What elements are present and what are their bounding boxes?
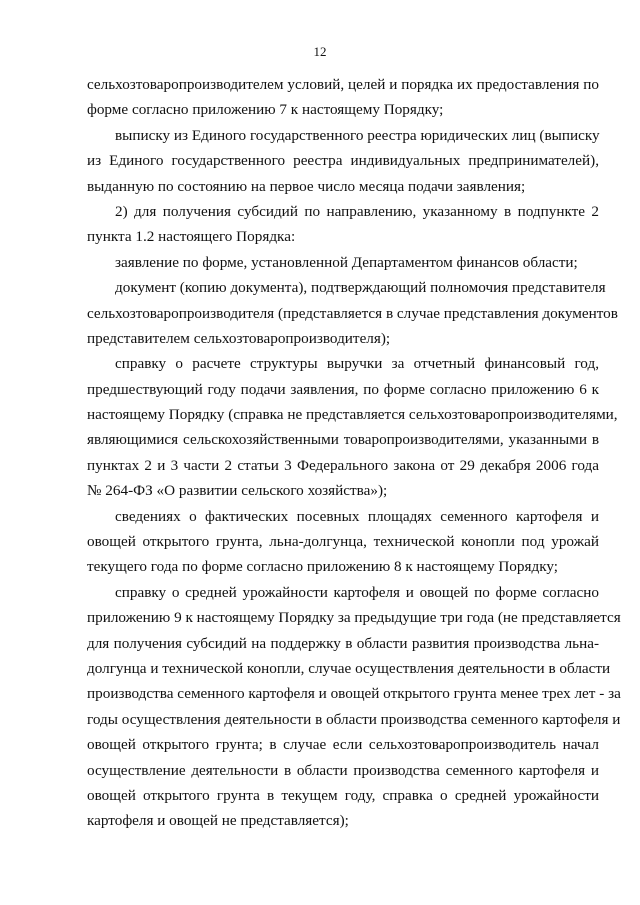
text-line: овощей открытого грунта; в случае если сельхозтоваропроизводитель начал <box>87 736 599 754</box>
text-line: годы осуществления деятельности в области производства семенного картофеля и <box>87 710 621 728</box>
text-line: 2) для получения субсидий по направлению, указанному в подпункте 2 <box>115 202 599 220</box>
text-line: № 264-ФЗ «О развитии сельского хозяйства»); <box>87 482 388 500</box>
text-line: пункта 1.2 настоящего Порядка: <box>87 228 296 246</box>
text-line: овощей открытого грунта в текущем году, справка о средней урожайности <box>87 786 599 804</box>
text-line: для получения субсидий на поддержку в области развития производства льна- <box>87 634 599 652</box>
document-body <box>87 72 621 834</box>
text-line: из Единого государственного реестра индивидуальных предпринимателей), <box>87 152 599 170</box>
text-line: форме согласно приложению 7 к настоящему Порядку; <box>87 101 444 119</box>
text-line: приложению 9 к настоящему Порядку за предыдущие три года (не представляется <box>87 609 621 627</box>
text-line: заявление по форме, установленной Департаментом финансов области; <box>115 253 578 271</box>
text-line: осуществление деятельности в области производства семенного картофеля и <box>87 761 599 779</box>
text-line: настоящему Порядку (справка не представляется сельхозтоваропроизводителями, <box>87 406 618 424</box>
text-line: производства семенного картофеля и овощей открытого грунта менее трех лет - за <box>87 685 621 703</box>
text-line: являющимися сельскохозяйственными товаропроизводителями, указанными в <box>87 431 599 449</box>
text-line: выданную по состоянию на первое число месяца подачи заявления; <box>87 177 526 195</box>
text-line: картофеля и овощей не представляется); <box>87 812 349 830</box>
text-line: сведениях о фактических посевных площадях семенного картофеля и <box>115 507 599 525</box>
text-line: сельхозтоваропроизводителя (представляется в случае представления документов <box>87 304 618 322</box>
text-line: пунктах 2 и 3 части 2 статьи 3 Федерального закона от 29 декабря 2006 года <box>87 456 599 474</box>
text-line: сельхозтоваропроизводителем условий, целей и порядка их предоставления по <box>87 76 599 93</box>
text-line: текущего года по форме согласно приложению 8 к настоящему Порядку; <box>87 558 558 576</box>
text-line: долгунца и технической конопли, случае осуществления деятельности в области <box>87 659 611 677</box>
text-line: представителем сельхозтоваропроизводителя); <box>87 329 391 347</box>
text-line: выписку из Единого государственного реестра юридических лиц (выписку <box>115 126 600 144</box>
text-line: овощей открытого грунта, льна-долгунца, технической конопли под урожай <box>87 533 599 551</box>
page-number: 12 <box>313 44 327 59</box>
text-line: справку о расчете структуры выручки за отчетный финансовый год, <box>115 355 599 373</box>
text-line: документ (копию документа), подтверждающий полномочия представителя <box>115 279 606 297</box>
text-line: справку о средней урожайности картофеля и овощей по форме согласно <box>115 583 599 601</box>
text-line: предшествующий году подачи заявления, по форме согласно приложению 6 к <box>87 380 599 398</box>
